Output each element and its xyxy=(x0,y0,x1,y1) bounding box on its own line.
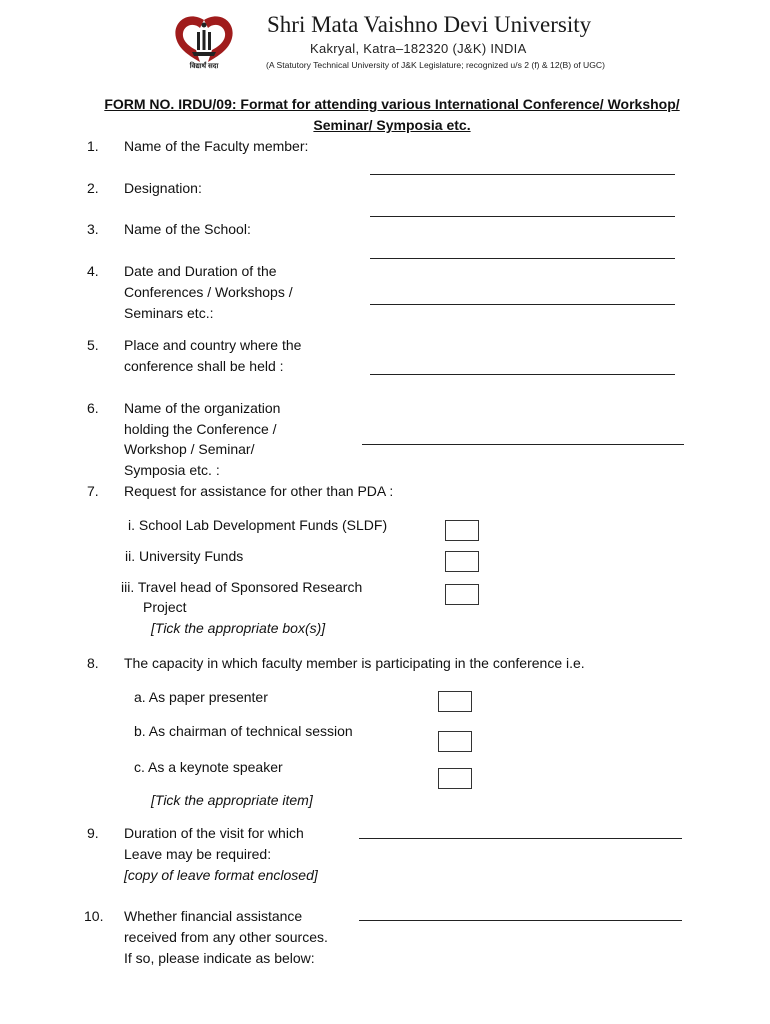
item-number: 9. xyxy=(87,825,99,841)
organization-field[interactable] xyxy=(362,444,684,445)
financial-assistance-field[interactable] xyxy=(359,920,682,921)
option-paper-presenter-label: a. As paper presenter xyxy=(134,689,268,705)
item-number: 10. xyxy=(84,908,104,924)
school-name-field[interactable] xyxy=(370,258,675,259)
travel-head-checkbox[interactable] xyxy=(445,584,479,605)
university-funds-checkbox[interactable] xyxy=(445,551,479,572)
form-title-line1: FORM NO. IRDU/09: Format for attending various International Conference/ Workshop/ xyxy=(104,96,680,112)
chairman-checkbox[interactable] xyxy=(438,731,472,752)
university-name: Shri Mata Vaishno Devi University xyxy=(267,12,592,37)
item-number: 8. xyxy=(87,655,99,671)
tick-item-hint: [Tick the appropriate item] xyxy=(151,792,313,808)
school-name-label: Name of the School: xyxy=(124,221,251,237)
visit-duration-label: Duration of the visit for which Leave may be required: [copy of leave format enclosed] xyxy=(124,825,318,883)
item-number: 3. xyxy=(87,221,99,237)
date-duration-label: Date and Duration of the Conferences / Workshops / Seminars etc.: xyxy=(124,263,293,321)
item-number: 1. xyxy=(87,138,99,154)
item-number: 6. xyxy=(87,400,99,416)
option-university-funds-label: ii. University Funds xyxy=(125,548,244,564)
university-address: Kakryal, Katra–182320 (J&K) INDIA xyxy=(310,41,527,56)
option-travel-head-label-cont: Project xyxy=(143,599,187,615)
place-country-label: Place and country where the conference shall be held : xyxy=(124,337,302,374)
faculty-name-field[interactable] xyxy=(370,174,675,175)
option-travel-head-label: iii. Travel head of Sponsored Research xyxy=(121,579,363,595)
university-emblem-icon xyxy=(170,12,238,74)
item-number: 2. xyxy=(87,180,99,196)
designation-label: Designation: xyxy=(124,180,202,196)
option-sldf-label: i. School Lab Development Funds (SLDF) xyxy=(128,517,388,533)
item-number: 7. xyxy=(87,483,99,499)
tick-box-hint: [Tick the appropriate box(s)] xyxy=(151,620,326,636)
university-status: (A Statutory Technical University of J&K Legislature; recognized u/s 2 (f) & 12(B) of UGC) xyxy=(266,60,605,70)
participation-capacity-label: The capacity in which faculty member is participating in the conference i.e. xyxy=(124,655,585,671)
option-chairman-label: b. As chairman of technical session xyxy=(134,723,353,739)
designation-field[interactable] xyxy=(370,216,675,217)
faculty-name-label: Name of the Faculty member: xyxy=(124,138,309,154)
item-number: 4. xyxy=(87,263,99,279)
place-country-field[interactable] xyxy=(370,374,675,375)
item-number: 5. xyxy=(87,337,99,353)
financial-assistance-label: Whether financial assistance received from any other sources. If so, please indicate as below: xyxy=(124,908,328,966)
assistance-request-label: Request for assistance for other than PDA : xyxy=(124,483,394,499)
organization-label: Name of the organization holding the Conference / Workshop / Seminar/ Symposia etc. : xyxy=(124,400,281,478)
sldf-checkbox[interactable] xyxy=(445,520,479,541)
paper-presenter-checkbox[interactable] xyxy=(438,691,472,712)
visit-duration-field[interactable] xyxy=(359,838,682,839)
date-duration-field[interactable] xyxy=(370,304,675,305)
logo-caption: विद्यार्थं सदा xyxy=(189,63,219,70)
option-keynote-label: c. As a keynote speaker xyxy=(134,759,283,775)
keynote-checkbox[interactable] xyxy=(438,768,472,789)
form-title-line2: Seminar/ Symposia etc. xyxy=(313,117,471,133)
